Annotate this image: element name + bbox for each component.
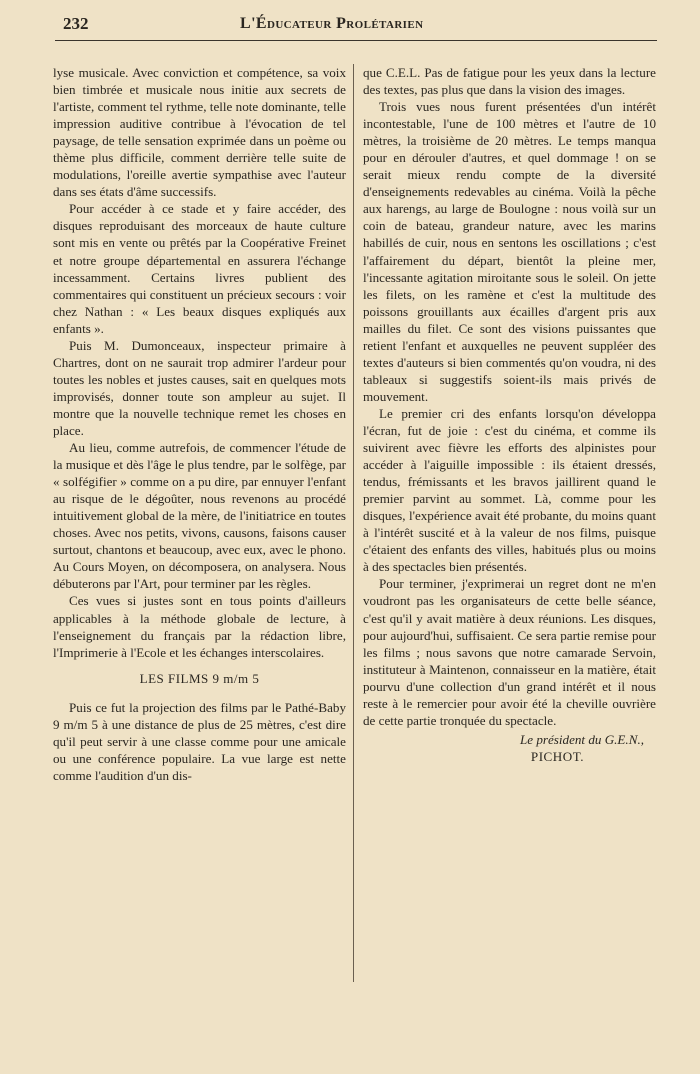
paragraph: Pour terminer, j'exprimerai un regret dont ne m'en voudront pas les organisateurs de cette belle séance, c'est qu'il y avait matière à deux réunions. Les disques, pour aujourd'hui, suffisaient. Ce sera partie remise pour les films ; nous savons que notre camarade Servoin, instituteur à Maintenon, connaisseur en la matière, était pourvu d'une collection d'un grand intérêt et il nous reste à le remercier pour avoir été la cheville ouvrière de cette partie tronquée du spectacle. bbox=[363, 576, 656, 728]
paragraph: Puis ce fut la projection des films par le Pathé-Baby 9 m/m 5 à une distance de plus de 25 mètres, c'est dire qu'il peut servir à une classe comme pour une amicale ou une conférence populaire. La vue large est nette comme l'audition d'un dis- bbox=[53, 699, 346, 783]
paragraph: que C.E.L. Pas de fatigue pour les yeux dans la lecture des textes, pas plus que dans la vision des images. bbox=[363, 65, 656, 98]
paragraph: Trois vues nous furent présentées d'un intérêt incontestable, l'une de 100 mètres et l'autre de 10 mètres, la troisième de 20 mètres. Le temps manqua pour en dérouler d'autres, et quel dommage ! on se serait mieux rendu compte de la diversité d'enseignements redevables au cinéma. Voilà la pêche aux harengs, au large de Boulogne : nous voilà sur un coin de bateau, grandeur nature, avec les marins habillés de cuir, nous en sentons les oscillations ; c'est l'affairement du départ, bientôt la pleine mer, l'incessante agitation miroitante sous le soleil. On jette les filets, on les ramène et c'est la multitude des poissons grouillants aux écailles d'argent pris aux mailles du filet. Ce sont des visions puissantes que retient l'enfant et auxquelles ne peuvent suppléer des textes d'auteurs si bien commentés qu'on voudra, ni des tableaux si suggestifs soient-ils mais privés de mouvement. bbox=[363, 99, 656, 404]
paragraph: Le premier cri des enfants lorsqu'on développa l'écran, fut de joie : c'est du cinéma, et comme ils suivirent avec fièvre les efforts des alpinistes pour accéder à l'aiguille impossible : ils étaient dressés, tendus, frémissants et les bravos jaillirent quand le premier parvint au sommet. Là, comme pour les disques, l'expérience avait été probante, du moins quant à l'intérêt suscité et à la valeur de nos films, puisque c'étaient des enfants des villes, habitués plus ou moins à des spectacles bien présentés. bbox=[363, 405, 656, 575]
paragraph: lyse musicale. Avec conviction et compétence, sa voix bien timbrée et musicale nous initie aux secrets de l'artiste, comment tel rythme, telle note dominante, telle impression auditive contribue à l'évocation de tel paysage, de telle sensation exprimée dans un poème ou thème plus difficile, comment derrière telle suite de modulations, l'oreille avertie sympathise avec l'auteur dans ses états d'âme successifs. bbox=[53, 65, 346, 200]
left-column bbox=[53, 64, 346, 784]
column-divider bbox=[353, 64, 354, 982]
signature-title: Le président du G.E.N., bbox=[519, 731, 644, 747]
paragraph: Au lieu, comme autrefois, de commencer l'étude de la musique et dès l'âge le plus tendre, par le solfège, par « solfégifier » comme on a pu dire, par ennuyer l'enfant au risque de le dégoûter, nous revenons au procédé intuitivement global de la mère, de l'initiatrice en toutes choses. Avec nos petits, vivons, causons, faisons causer surtout, chantons et beaucoup, avec eux, avec le phono. Au Cours Moyen, on décomposera, on analysera. Nous débuterons par l'Art, pour terminer par les règles. bbox=[53, 440, 346, 592]
right-column bbox=[363, 64, 656, 765]
page-number: 232 bbox=[63, 14, 89, 33]
page-header bbox=[55, 14, 657, 41]
paragraph: Ces vues si justes sont en tous points d'ailleurs applicables à la méthode globale de lecture, à l'enseignement du français par la rédaction libre, l'Imprimerie à l'Ecole et les échanges interscolaires. bbox=[53, 593, 346, 660]
signature-name: PICHOT. bbox=[530, 748, 584, 764]
paragraph: Puis M. Dumonceaux, inspecteur primaire à Chartres, dont on ne saurait trop admirer l'ardeur pour toutes les nobles et justes causes, sait en quelques mots improvisés, donner toute son ampleur au sujet. Il montre que la nouvelle technique remet les choses en place. bbox=[53, 337, 346, 438]
section-heading: LES FILMS 9 m/m 5 bbox=[139, 670, 260, 686]
paragraph: Pour accéder à ce stade et y faire accéder, des disques reproduisant des morceaux de haute culture sont mis en vente ou prêtés par la Coopérative Freinet et notre groupe départemental en assurera l'échange incessamment. Certains livres publient des commentaires qui constituent un précieux secours : voir chez Nathan : « Les beaux disques expliqués aux enfants ». bbox=[53, 201, 346, 336]
journal-title: L'Éducateur Prolétarien bbox=[240, 15, 424, 32]
